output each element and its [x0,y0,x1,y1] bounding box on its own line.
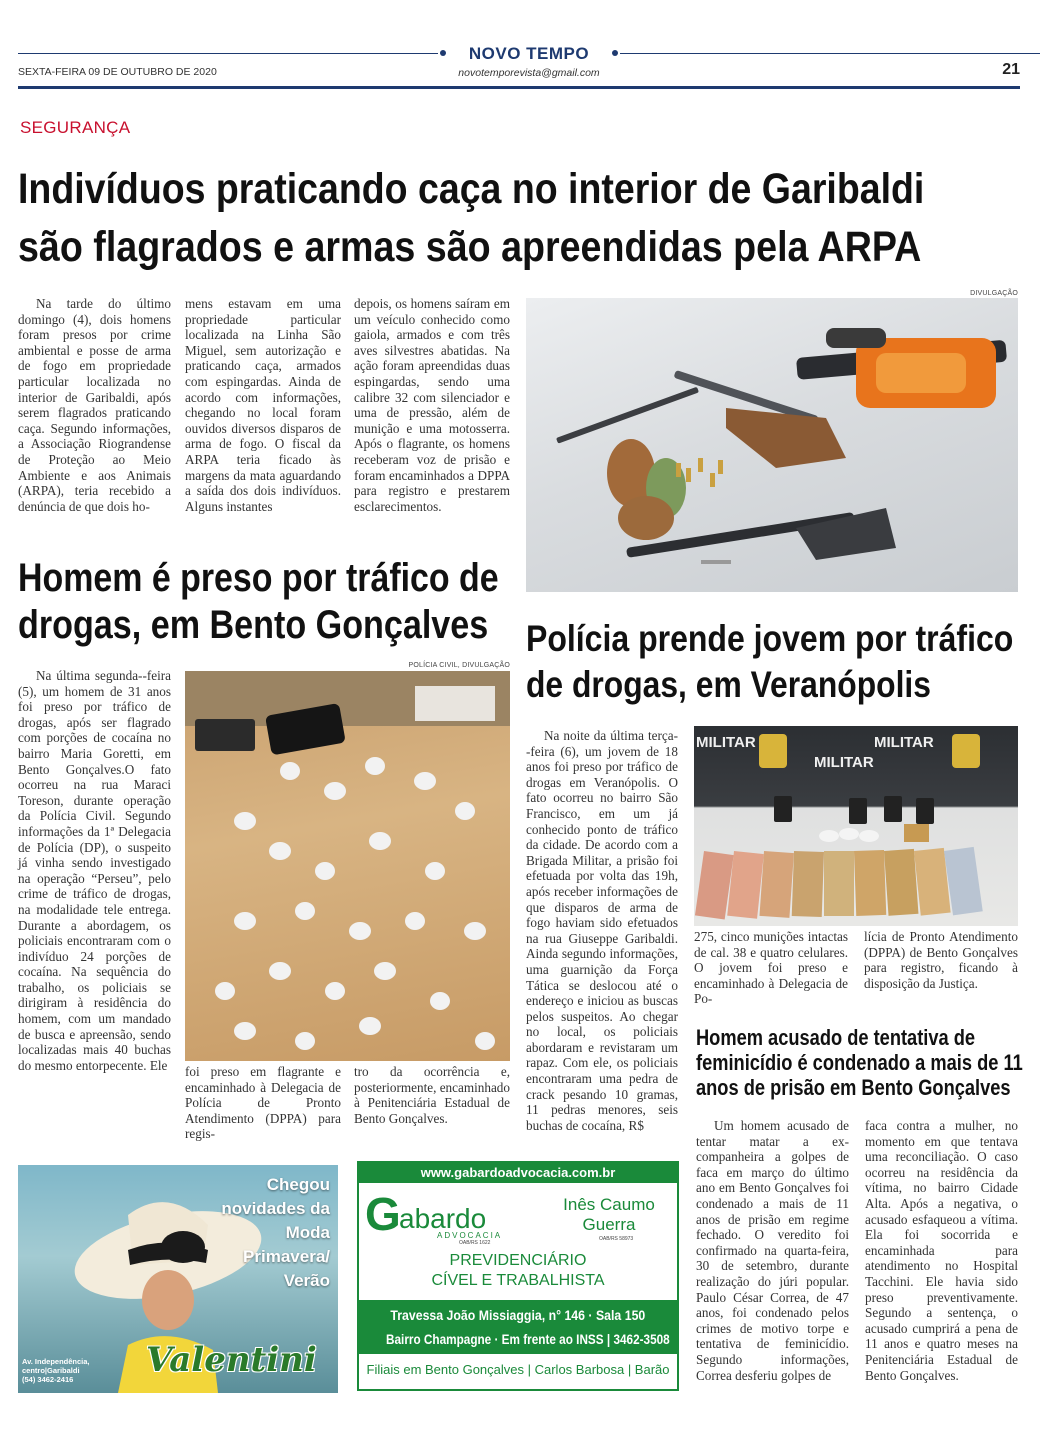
article2-column1: Na última segunda--feira (5), um homem de 31 anos foi preso por tráfico de drogas, após ser flagrado com porções de cocaína no bairro Maria Goretti, em Bento Gonçalves.O fato ocorreu na rua Maraci Toreson, durante operação da Polícia Civil. Segundo informações da 1ª Delegacia de Polícia (DP), o suspeito já vinha sendo investigado na operação “Perseu”, pelo crime de tráfico de drogas, na modalidade tele entrega. Durante a abordagem, os policiais encontraram com o indivíduo 24 porções de cocaína. Na sequência do trabalho, os policiais se dirigiram à residência do homem, com um mandado de busca e apreensão, sendo localizadas mais 40 buchas do mesmo entorpecente. Ele [18,668,171,1073]
photo-sign-1: MILITAR [696,734,756,751]
article1-column3: depois, os homens saíram em um veículo conhecido como gaiola, armados e com três aves silvestres abatidas. Na ação foram apreendidas duas espingardas, sendo uma calibre 32 com silenciador e uma de pressão, além de munição e uma motosserra. Após o flagrante, os homens receberam voz de prisão e foram encaminhados a DPPA para registro e prestarem esclarecimentos. [354,296,510,514]
gabardo-ad[interactable] [357,1161,679,1391]
gabardo-address: Travessa João Missiaggia, n° 146 · Sala 150 Bairro Champagne · Em frente ao INSS | 3462-3508 [359,1300,677,1354]
photo-sign-3: MILITAR [874,734,934,751]
article4-headline-line1: Homem acusado de tentativa de [696,1025,976,1050]
masthead-rule-left [18,53,438,54]
masthead-dot-right [612,50,618,56]
article2-headline-line1: Homem é preso por tráfico de [18,556,499,600]
article2-photo-credit: POLÍCIA CIVIL, DIVULGAÇÃO [408,662,510,669]
gabardo-url[interactable]: www.gabardoadvocacia.com.br [359,1163,677,1183]
page-number: 21 [1002,61,1020,78]
article1-headline-line1: Indivíduos praticando caça no interior de Garibaldi [18,165,925,213]
issue-date: SEXTA-FEIRA 09 DE OUTUBRO DE 2020 [18,66,217,78]
photo-sign-2: MILITAR [814,754,874,771]
article3-column2: 275, cinco munições intactas de cal. 38 e quatro celulares. O jovem foi preso e encaminhado à Delegacia de Po- [694,929,848,1007]
section-label: SEGURANÇA [20,118,131,137]
gabardo-logo-sub: ADVOCACIA [437,1231,503,1240]
valentini-brand: Valentini [146,1340,317,1380]
article1-photo-credit: DIVULGAÇÃO [970,290,1018,297]
article1-column2: mens estavam em uma propriedade particular localizada na Linha São Miguel, sem autorização e praticando caça, armados com espingardas. Ainda de acordo com informações, chegando no local foram ouvidos diversos disparos de arma de fogo. O fiscal da ARPA teria ficado às margens da mata aguardando a saída dos dois indivíduos. Alguns instantes [185,296,341,514]
article3-headline-line1: Polícia prende jovem por tráfico [526,618,1014,659]
article3-column3: lícia de Pronto Atendimento (DPPA) de Bento Gonçalves para registro, ficando à disposição da Justiça. [864,929,1018,991]
article3-column1: Na noite da última terça--feira (6), um jovem de 18 anos foi preso por tráfico de drogas em Veranópolis. O fato ocorreu no bairro São Francisco, em um já conhecido ponto de tráfico da cidade. De acordo com a Brigada Militar, a prisão foi efetuada por volta das 19h, após receber informações de que disparos de arma de fogo haviam sido efetuados na rua Giuseppe Garibaldi. Ainda segundo informações, uma guarnição da Força Tática se deslocou até o endereço e iniciou as buscas pelos suspeitos. Ao chegar no local, os policiais abordaram e revistaram um rapaz. Com ele, os policiais encontraram uma pedra de crack pesando 10 gramas, 11 pedras menores, seis buchas de cocaína, R$ [526,728,678,1133]
contact-email: novotemporevista@gmail.com [458,67,600,79]
gabardo-oab1: OAB/RS 1622 [459,1240,491,1246]
masthead-rule-right [620,53,1040,54]
valentini-address: Av. Independência, centro|Garibaldi (54) 3462-2416 [22,1357,90,1384]
article4-column2: faca contra a mulher, no momento em que tentava uma reconciliação. O caso ocorreu na residência da vítima, no bairro Cidade Alta. Após a negativa, o acusado esfaqueou a vítima. Ela foi socorrida e encaminhada para atendimento no Hospital Tacchini. Ele havia sido preso preventivamente. Segundo a sentença, o acusado cumprirá a pena de 11 anos e quatro meses na Penitenciária Estadual de Bento Gonçalves. [865,1118,1018,1383]
article1-photo-weapons [526,298,1018,592]
article2-photo-drugs [185,671,510,1061]
article1-headline-line2: são flagrados e armas são apreendidas pela ARPA [18,223,922,271]
gabardo-oab2: OAB/RS 58973 [599,1236,634,1242]
gabardo-logo-text: abardo [399,1203,487,1234]
gabardo-lawyer: Inês Caumo Guerra [563,1195,655,1234]
header-bottom-rule [18,86,1020,89]
valentini-tagline: Chegou novidades da Moda Primavera/ Verão [221,1175,330,1290]
valentini-ad[interactable] [18,1165,338,1393]
article3-headline-line2: de drogas, em Veranópolis [526,664,931,705]
gabardo-branches: Filiais em Bento Gonçalves | Carlos Barbosa | Barão [366,1362,670,1377]
masthead: NOVO TEMPO [468,44,590,63]
article3-photo-seizure [694,726,1018,926]
gabardo-logo [365,1188,535,1246]
gabardo-services: PREVIDENCIÁRIO CÍVEL E TRABALHISTA [431,1252,605,1289]
article2-column3: tro da ocorrência e, posteriormente, encaminhado à Penitenciária Estadual de Bento Gonçalves. [354,1064,510,1126]
article2-column2: foi preso em flagrante e encaminhado à Delegacia de Polícia de Pronto Atendimento (DPPA) para regis- [185,1064,341,1142]
masthead-dot-left [440,50,446,56]
article4-column1: Um homem acusado de tentar matar a ex-companheira a golpes de faca em março do último ano em Bento Gonçalves foi condenado a mais de 11 anos de prisão em regime fechado. O veredito foi confirmado na quarta-feira, 30 de setembro, durante realização do júri popular. Paulo César Correa, de 47 anos, foi condenado pelos crimes de motivo torpe e tentativa de feminicídio. Segundo informações, Correa desferiu golpes de [696,1118,849,1383]
article4-headline-line2: feminicídio é condenado a mais de 11 [696,1050,1023,1075]
article4-headline-line3: anos de prisão em Bento Gonçalves [696,1075,1011,1100]
gabardo-logo-g: G [365,1188,401,1240]
article1-column1: Na tarde do último domingo (4), dois homens foram presos por crime ambiental e posse de arma de fogo em propriedade particular localizada no interior de Garibaldi, após serem flagrados praticando caça. Segundo informações, a Associação Riograndense de Proteção ao Meio Ambiente e aos Animais (ARPA), teria recebido a denúncia de que dois ho- [18,296,171,514]
article2-headline-line2: drogas, em Bento Gonçalves [18,603,489,647]
